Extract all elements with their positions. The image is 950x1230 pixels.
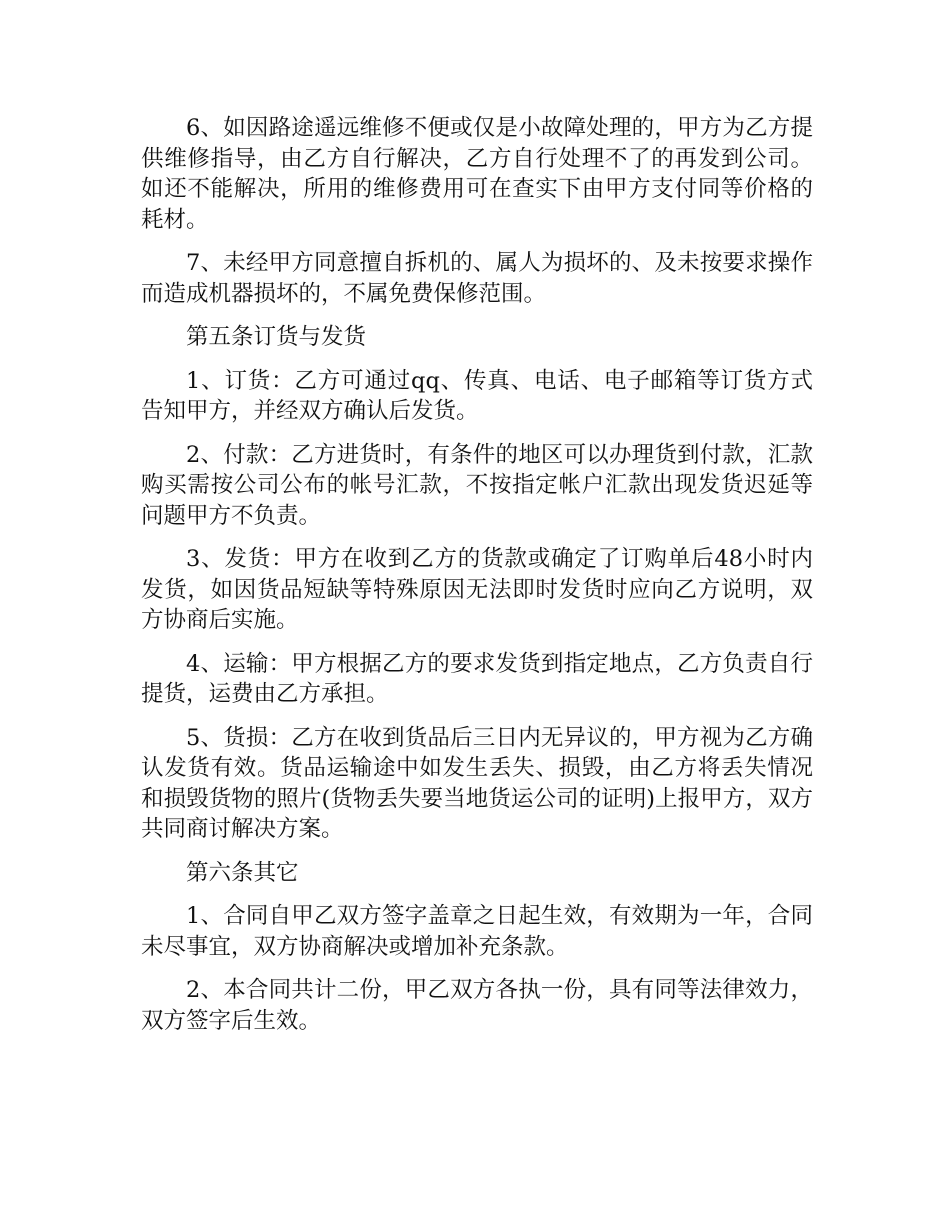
clause-payment: 2、付款：乙方进货时，有条件的地区可以办理货到付款，汇款购买需按公司公布的帐号汇款，不按指定帐户汇款出现发货迟延等问题甲方不负责。: [141, 441, 813, 529]
clause-effective-date: 1、合同自甲乙双方签字盖章之日起生效，有效期为一年，合同未尽事宜，双方协商解决或增加补充条款。: [141, 903, 813, 960]
clause-shipping: 3、发货：甲方在收到乙方的货款或确定了订购单后48小时内发货，如因货品短缺等特殊原因无法即时发货时应向乙方说明，双方协商后实施。: [141, 546, 813, 633]
section-heading-article-5: 第五条订货与发货: [186, 324, 367, 350]
clause-ordering: 1、订货：乙方可通过qq、传真、电话、电子邮箱等订货方式告知甲方，并经双方确认后发货。: [141, 367, 813, 424]
clause-7-warranty-exclusion: 7、未经甲方同意擅自拆机的、属人为损坏的、及未按要求操作而造成机器损坏的，不属免费保修范围。: [141, 250, 813, 307]
clause-copies: 2、本合同共计二份，甲乙双方各执一份，具有同等法律效力，双方签字后生效。: [141, 977, 813, 1034]
clause-transport: 4、运输：甲方根据乙方的要求发货到指定地点，乙方负责自行提货，运费由乙方承担。: [141, 650, 813, 707]
document-body: [141, 113, 813, 1049]
section-heading-article-6: 第六条其它: [186, 859, 299, 886]
clause-damage: 5、货损：乙方在收到货品后三日内无异议的，甲方视为乙方确认发货有效。货品运输途中如发生丢失、损毁，由乙方将丢失情况和损毁货物的照片(货物丢失要当地货运公司的证明)上报甲方，双方共同商讨解决方案。: [141, 724, 813, 842]
clause-6-repair-guidance: 6、如因路途遥远维修不便或仅是小故障处理的，甲方为乙方提供维修指导，由乙方自行解决，乙方自行处理不了的再发到公司。如还不能解决，所用的维修费用可在查实下由甲方支付同等价格的耗材。: [141, 115, 813, 233]
